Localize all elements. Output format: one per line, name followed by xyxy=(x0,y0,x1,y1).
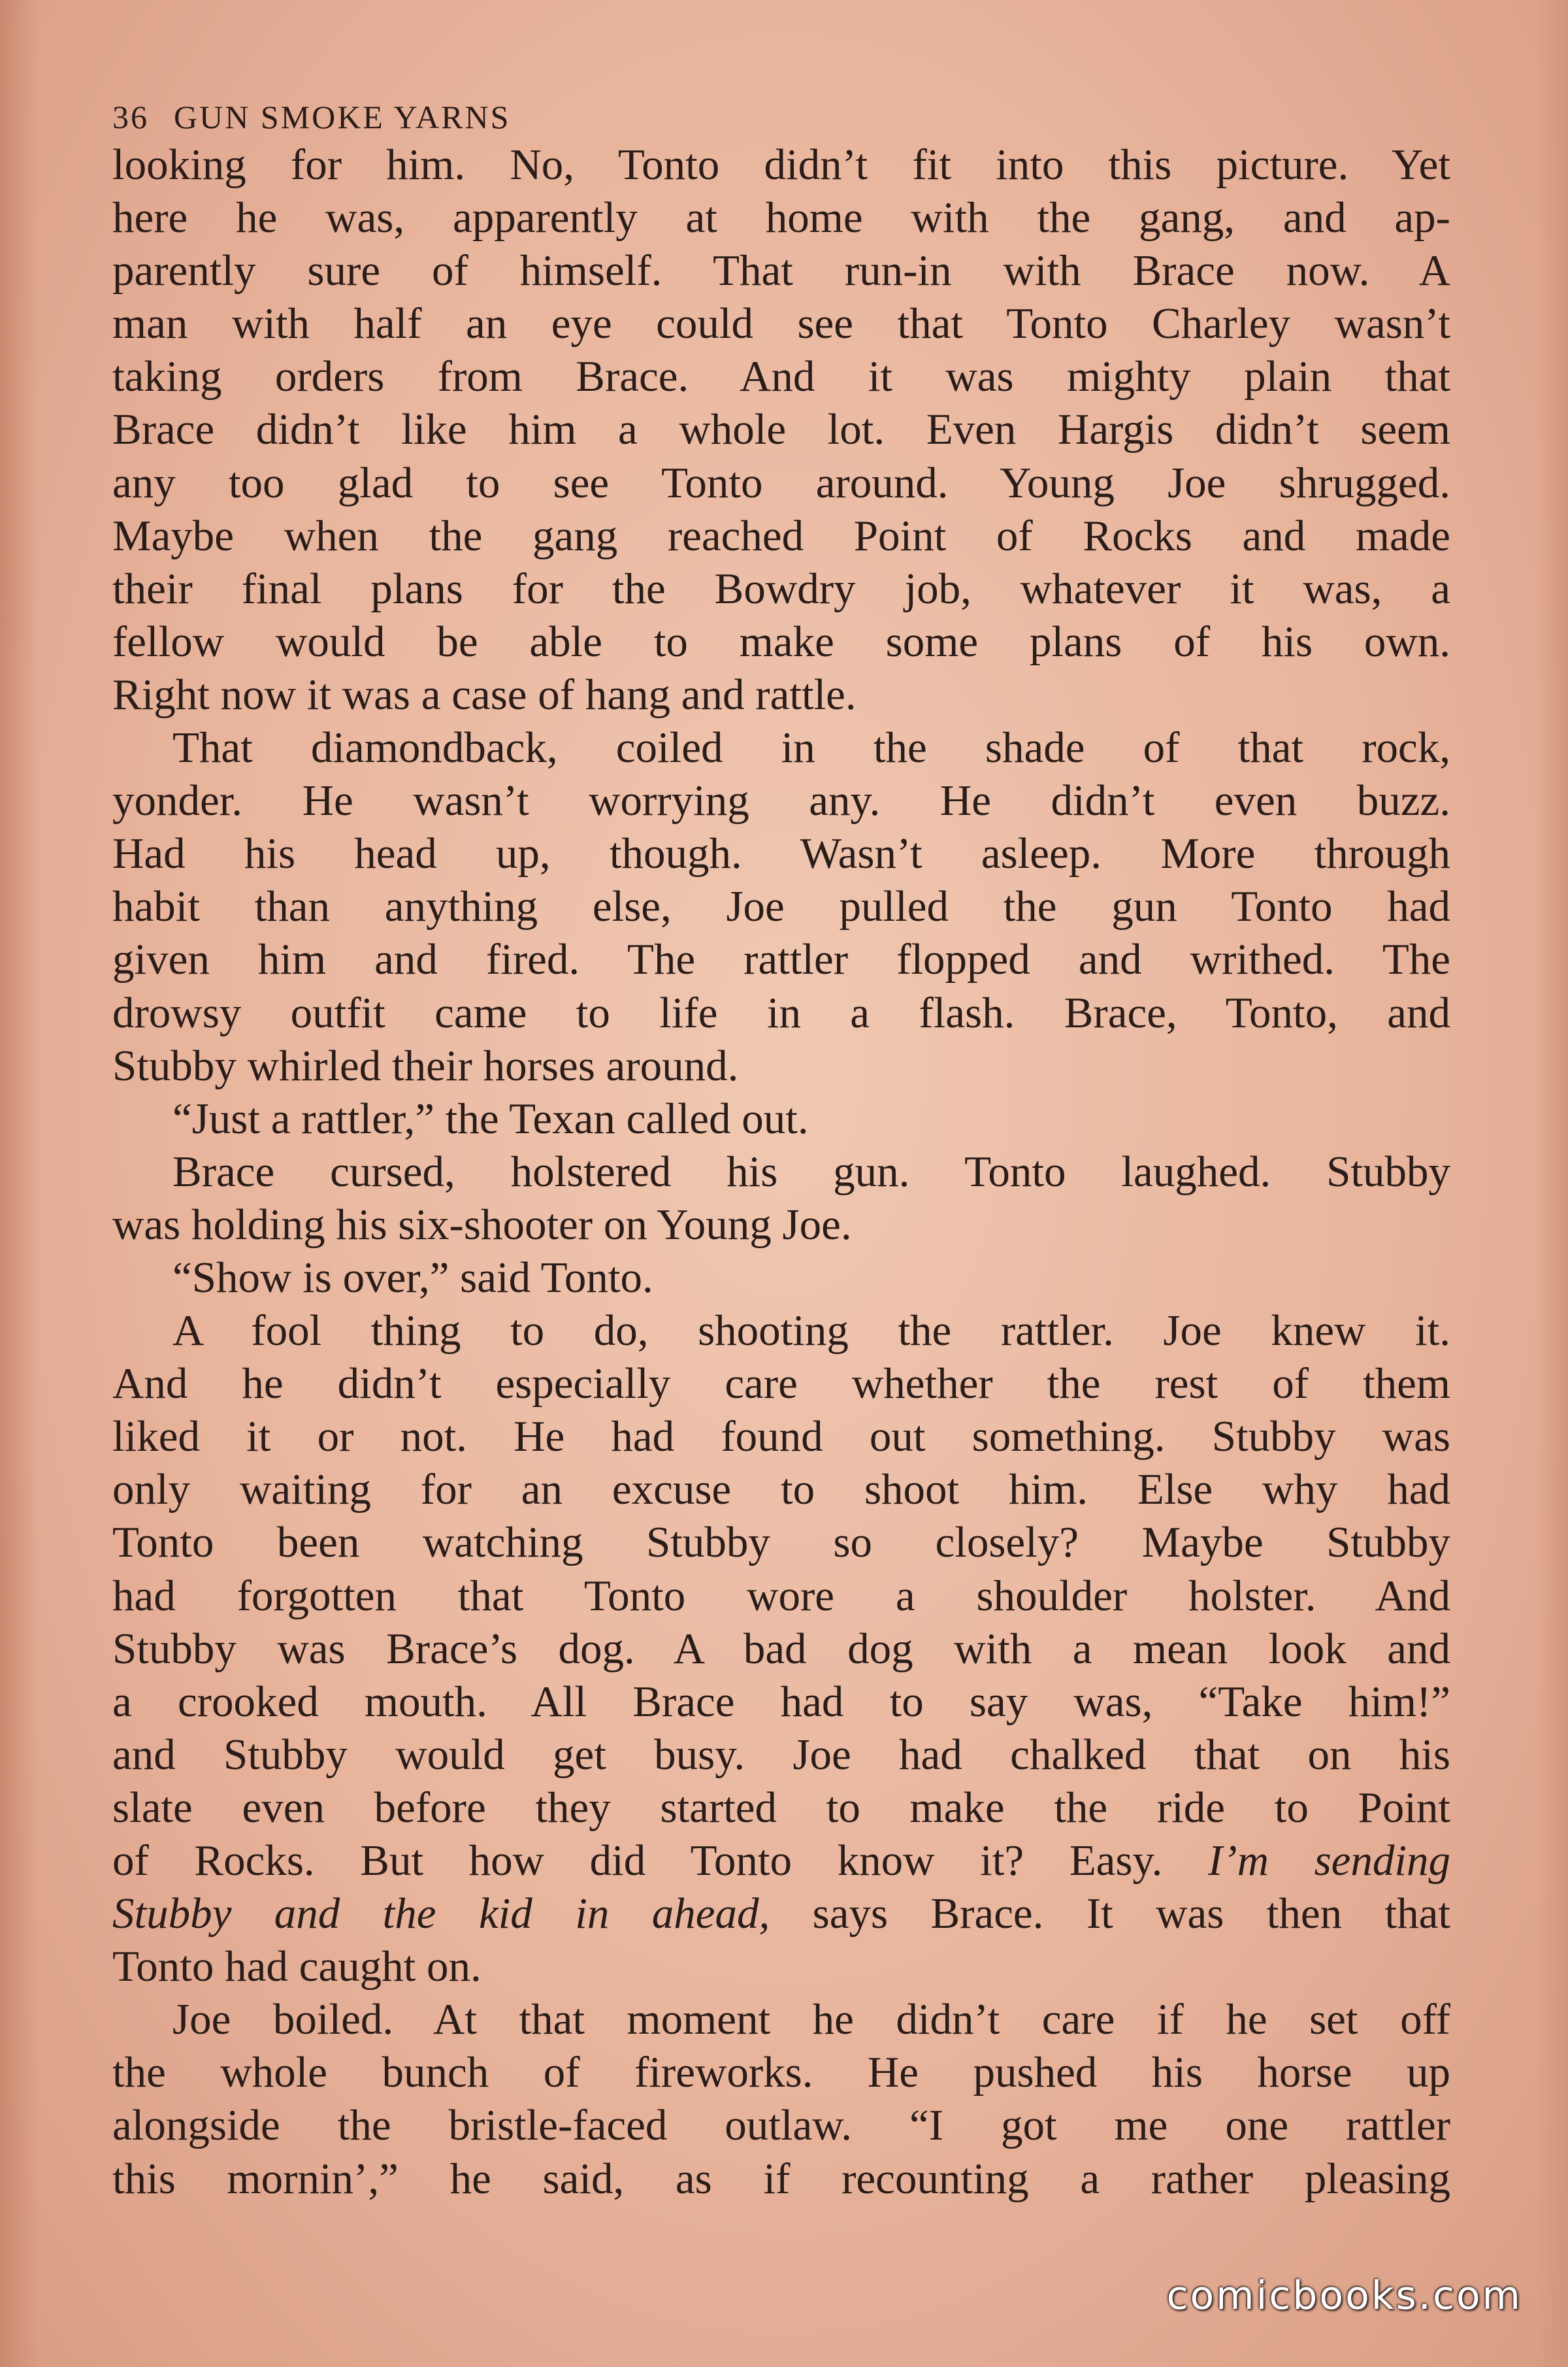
text-line: a crooked mouth. All Brace had to say was, “Take him!” xyxy=(112,1677,1450,1726)
page-edge-shadow-right xyxy=(1535,0,1568,2367)
text-line: parently sure of himself. That run-in with Brace now. A xyxy=(112,246,1450,295)
running-header xyxy=(112,98,510,136)
text-line: alongside the bristle-faced outlaw. “I got me one rattler xyxy=(112,2101,1450,2150)
text-line: was holding his six-shooter on Young Joe. xyxy=(112,1200,852,1249)
text-line: Brace cursed, holstered his gun. Tonto laughed. Stubby xyxy=(172,1147,1450,1196)
text-line: looking for him. No, Tonto didn’t fit into this picture. Yet xyxy=(112,141,1450,189)
text-line: Stubby whirled their horses around. xyxy=(112,1041,739,1090)
text-line: this mornin’,” he said, as if recounting a rather pleasing xyxy=(112,2154,1450,2203)
text-line xyxy=(112,1834,1450,1887)
text-line: and Stubby would get busy. Joe had chalked that on his xyxy=(112,1730,1450,1779)
text-span: of Rocks. But how did Tonto know it? Easy. xyxy=(112,1836,1163,1885)
text-line: Tonto had caught on. xyxy=(112,1942,482,1991)
text-line: “Just a rattler,” the Texan called out. xyxy=(172,1094,809,1143)
text-line: “Show is over,” said Tonto. xyxy=(172,1253,653,1302)
text-line: Right now it was a case of hang and rattle. xyxy=(112,670,857,719)
text-line: habit than anything else, Joe pulled the gun Tonto had xyxy=(112,882,1450,931)
text-line: Tonto been watching Stubby so closely? Maybe Stubby xyxy=(112,1518,1450,1567)
page-number: 36 xyxy=(112,99,149,135)
italic-text-span: Stubby and the kid in ahead, xyxy=(112,1889,770,1938)
text-line: Joe boiled. At that moment he didn’t care if he set off xyxy=(172,1995,1450,2044)
text-line: Stubby was Brace’s dog. A bad dog with a mean look and xyxy=(112,1624,1450,1673)
text-line: man with half an eye could see that Tonto Charley wasn’t xyxy=(112,299,1450,348)
text-line: had forgotten that Tonto wore a shoulder holster. And xyxy=(112,1571,1450,1620)
text-line: fellow would be able to make some plans of his own. xyxy=(112,617,1450,666)
page-edge-shadow-left xyxy=(0,0,39,2367)
text-line: the whole bunch of fireworks. He pushed his horse up xyxy=(112,2048,1450,2097)
text-span: says Brace. It was then that xyxy=(812,1889,1451,1938)
text-line: their final plans for the Bowdry job, whatever it was, a xyxy=(112,564,1450,613)
watermark: comicbooks.com xyxy=(1166,2273,1522,2319)
text-line: any too glad to see Tonto around. Young Joe shrugged. xyxy=(112,458,1450,507)
text-line: Had his head up, though. Wasn’t asleep. More through xyxy=(112,829,1450,878)
text-line: And he didn’t especially care whether the rest of them xyxy=(112,1359,1450,1408)
running-title: GUN SMOKE YARNS xyxy=(174,99,511,135)
text-line: drowsy outfit came to life in a flash. Brace, Tonto, and xyxy=(112,988,1450,1037)
text-line xyxy=(112,1887,1450,1940)
body-text xyxy=(112,139,1450,2206)
text-line: Maybe when the gang reached Point of Rocks and made xyxy=(112,511,1450,560)
text-line: Brace didn’t like him a whole lot. Even Hargis didn’t seem xyxy=(112,405,1450,454)
text-line: liked it or not. He had found out something. Stubby was xyxy=(112,1412,1450,1461)
text-line: yonder. He wasn’t worrying any. He didn’t even buzz. xyxy=(112,776,1450,825)
text-line: only waiting for an excuse to shoot him. Else why had xyxy=(112,1465,1450,1514)
text-line: A fool thing to do, shooting the rattler. Joe knew it. xyxy=(172,1306,1450,1355)
text-line: given him and fired. The rattler flopped and writhed. The xyxy=(112,935,1450,984)
italic-text-span: I’m sending xyxy=(1207,1836,1450,1885)
text-line: here he was, apparently at home with the gang, and ap- xyxy=(112,193,1450,242)
text-line: slate even before they started to make the ride to Point xyxy=(112,1783,1450,1832)
text-line: That diamondback, coiled in the shade of that rock, xyxy=(172,723,1450,772)
text-line: taking orders from Brace. And it was mighty plain that xyxy=(112,352,1450,401)
